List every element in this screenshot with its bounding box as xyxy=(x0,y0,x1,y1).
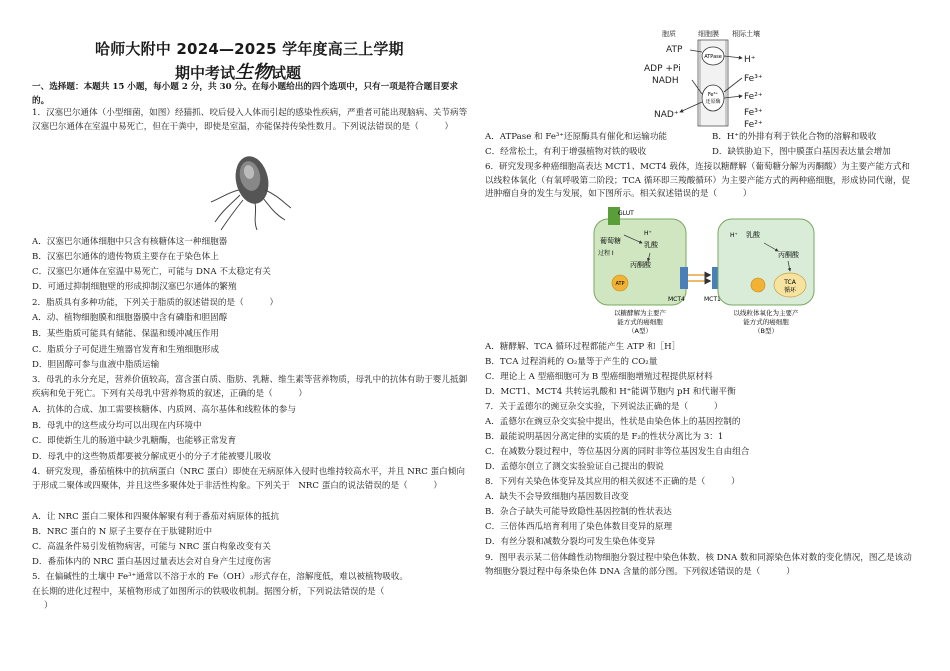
fig6-h-b: H⁺ xyxy=(730,232,738,239)
fig5-fe3-a: Fe³⁺ xyxy=(744,74,763,84)
fig6-cycle: 循环 xyxy=(783,287,797,294)
fig5-enzyme-label: 还原酶 xyxy=(705,99,721,105)
fig6-caption-a3: （A型） xyxy=(628,327,652,335)
q2-option-b: B．某些脂质可能具有储能、保温和缓冲减压作用 xyxy=(32,329,219,339)
title-prefix: 期中考试 xyxy=(175,64,236,82)
q8-option-c: C．三倍体西瓜培育利用了染色体数目变异的原理 xyxy=(485,522,673,532)
fig6-glut: GLUT xyxy=(618,210,634,217)
fig5-col-cytoplasm: 胞质 xyxy=(662,30,676,38)
fig6-pyruvate-a: 丙酮酸 xyxy=(630,261,651,269)
title-subject: 生物 xyxy=(235,62,272,83)
fig6-caption-a1: 以糖酵解为主要产 xyxy=(614,309,666,317)
q7-option-a: A．孟德尔在豌豆杂交实验中提出，性状是由染色体上的基因控制的 xyxy=(485,417,741,427)
fig5-nad: NAD⁺ xyxy=(654,110,679,120)
fig6-caption-a2: 能方式的癌细胞 xyxy=(617,318,663,326)
fig6-caption-b1: 以线粒体氧化为主要产 xyxy=(733,309,799,317)
fig5-atp: ATP xyxy=(666,45,683,55)
fig5-atpase: ATPase xyxy=(704,54,722,60)
q7-option-c: C．在减数分裂过程中，等位基因分离的同时非等位基因发生自由组合 xyxy=(485,447,750,457)
fig6-glucose: 葡萄糖 xyxy=(600,237,621,245)
q1-option-d: D．可通过抑制细胞壁的形成抑制汉塞巴尔通体的繁殖 xyxy=(32,282,237,292)
fig6-h-a: H⁺ xyxy=(644,230,652,237)
fig5-col-soil: 根际土壤 xyxy=(732,30,760,38)
fig6-mct1: MCT1 xyxy=(704,296,721,303)
fig5-fe3-b: Fe³⁺ xyxy=(744,108,763,118)
bacterium-figure xyxy=(205,150,295,232)
q2-option-a: A．动、植物细胞膜和细胞器膜中含有磷脂和胆固醇 xyxy=(32,313,228,323)
q6-option-d: D．MCT1、MCT4 共转运乳酸和 H⁺能调节胞内 pH 和代谢平衡 xyxy=(485,387,736,397)
q8-option-d: D．有丝分裂和减数分裂均可发生染色体变异 xyxy=(485,537,656,547)
q4-stem: 4．研究发现，番茄植株中的抗病蛋白（NRC 蛋白）即使在无病原体入侵时也维持较高水平，并且 NRC 蛋白倾向于形成二聚体或四聚体，并且这些多聚体处于非活性构象。下列关于 NRC 蛋白的说法错误的是（ ） xyxy=(32,467,465,491)
q5-option-d: D．缺铁胁迫下，图中膜蛋白基因表达量会增加 xyxy=(712,147,891,157)
q8-option-b: B．杂合子缺失可能导致隐性基因控制的性状表达 xyxy=(485,507,672,517)
iron-uptake-figure xyxy=(640,28,780,128)
fig5-col-membrane: 细胞膜 xyxy=(698,30,719,38)
q2-option-d: D．胆固醇可参与血液中脂质运输 xyxy=(32,360,160,370)
title-suffix: 试题 xyxy=(271,64,302,82)
q3-option-a: A．抗体的合成、加工需要核糖体、内质网、高尔基体和线粒体的参与 xyxy=(32,405,297,415)
mct4-transporter xyxy=(680,267,688,289)
atp-icon-b xyxy=(751,278,765,292)
section-heading: 一、选择题：本题共 15 小题，每小题 2 分，共 30 分。在每小题给出的四个选项中，只有一项是符合题目要求的。 xyxy=(32,82,458,106)
fig6-caption-b2: 能方式的癌细胞 xyxy=(743,318,789,326)
q4-option-c: C．高温条件易引发植物病害，可能与 NRC 蛋白构象改变有关 xyxy=(32,542,271,552)
cancer-metabolism-figure xyxy=(590,205,820,337)
q1-option-b: B．汉塞巴尔通体的遗传物质主要存在于染色体上 xyxy=(32,252,219,262)
q5-stem-line2: 在长期的进化过程中，某植物形成了如图所示的铁吸收机制。据图分析，下列说法错误的是（ xyxy=(32,587,385,597)
fig6-pyruvate-b: 丙酮酸 xyxy=(778,251,799,259)
fig6-mct4: MCT4 xyxy=(668,296,685,303)
q3-option-d: D．母乳中的这些物质都要被分解成更小的分子才能被婴儿吸收 xyxy=(32,452,271,462)
q6-option-b: B．TCA 过程消耗的 O₂量等于产生的 CO₂量 xyxy=(485,357,658,367)
fig5-fe2: Fe²⁺ xyxy=(744,92,763,102)
fig5-fe2-b: Fe²⁺ xyxy=(744,120,763,128)
q1-stem: 1．汉塞巴尔通体（小型细菌，如图）经猫抓、咬后侵入人体而引起的感染性疾病，严重者可能出现脑病、关节病等汉塞巴尔通体在室温中易死亡，但在干粪中，即使是室温，亦能保持传染性数月。下列说法错误的是（ ） xyxy=(32,108,468,132)
q4-option-a: A．让 NRC 蛋白二聚体和四聚体解聚有利于番茄对病原体的抵抗 xyxy=(32,512,280,522)
q1-option-c: C．汉塞巴尔通体在室温中易死亡，可能与 DNA 不太稳定有关 xyxy=(32,267,271,277)
fig6-lactate-a: 乳酸 xyxy=(644,241,658,249)
q5-option-a: A．ATPase 和 Fe³⁺还原酶具有催化和运输功能 xyxy=(485,132,668,142)
q8-option-a: A．缺失不会导致细胞内基因数目改变 xyxy=(485,492,629,502)
q2-option-c: C．脂质分子可促进生殖器官发育和生殖细胞形成 xyxy=(32,345,220,355)
bacterium-icon xyxy=(211,153,291,230)
q1-option-a: A．汉塞巴尔通体细胞中只含有核糖体这一种细胞器 xyxy=(32,237,228,247)
q9-stem: 9．图甲表示某二倍体雌性动物细胞分裂过程中染色体数、核 DNA 数和同源染色体对数的变化情况，图乙是该动物细胞分裂过程中每条染色体 DNA 含量的部分图。下列叙述错误的是（ ） xyxy=(485,553,912,577)
fig6-caption-b3: （B型） xyxy=(754,327,778,335)
fig6-atp: ATP xyxy=(615,281,625,287)
q8-stem: 8．下列有关染色体变异及其应用的相关叙述不正确的是（ ） xyxy=(485,477,740,487)
q4-option-b: B．NRC 蛋白的 N 原子主要存在于肽键附近中 xyxy=(32,527,213,537)
q5-option-b: B．H⁺的外排有利于铁化合物的溶解和吸收 xyxy=(712,132,877,142)
fig5-h: H⁺ xyxy=(744,55,756,65)
fig6-tca: TCA xyxy=(784,279,796,286)
q3-option-b: B．母乳中的这些成分均可以出现在内环境中 xyxy=(32,421,202,431)
fig5-nadh: NADH xyxy=(652,76,679,86)
q2-stem: 2．脂质具有多种功能，下列关于脂质的叙述错误的是（ ） xyxy=(32,298,279,308)
q5-stem-line3: ） xyxy=(44,601,53,611)
fig6-process: 过程 I xyxy=(598,250,614,257)
q7-option-d: D．孟德尔创立了测交实验验证自己提出的假说 xyxy=(485,462,664,472)
q6-option-a: A．糖酵解、TCA 循环过程都能产生 ATP 和［H］ xyxy=(485,342,681,352)
q3-option-c: C．即使新生儿的肠道中缺少乳糖酶，也能够正常发育 xyxy=(32,436,237,446)
exam-title-line1: 哈师大附中 2024—2025 学年度高三上学期 xyxy=(95,40,404,58)
q6-option-c: C．理论上 A 型癌细胞可为 B 型癌细胞增殖过程提供原材料 xyxy=(485,372,713,382)
fig6-lactate-b: 乳酸 xyxy=(746,231,760,239)
q4-option-d: D．番茄体内的 NRC 蛋白基因过量表达会对自身产生过度伤害 xyxy=(32,557,272,567)
q5-option-c: C．经常松土，有利于增强植物对铁的吸收 xyxy=(485,147,647,157)
q5-stem-line1: 5．在偏碱性的土壤中 Fe³⁺通常以不溶于水的 Fe（OH）₃形式存在，溶解度低，难以被植物吸收。 xyxy=(32,572,409,582)
fig5-enzyme-fe: Fe³⁺ xyxy=(707,92,719,98)
q7-option-b: B．最能说明基因分离定律的实质的是 F₂的性状分离比为 3：1 xyxy=(485,432,724,442)
fig5-adp: ADP +Pi xyxy=(644,64,681,74)
q3-stem: 3．母乳的永分充足，营养价值较高，富含蛋白质、脂肪、乳糖、维生素等营养物质，母乳中的抗体有助于婴儿抵御疾病和免于死亡。下列有关母乳中营养物质的叙述，正确的是（ ） xyxy=(32,375,468,399)
q6-stem: 6．研究发现多种癌细胞高表达 MCT1、MCT4 载体，连接以糖酵解（葡萄糖分解为丙酮酸）为主要产能方式和以线粒体氧化（有氧呼吸第二阶段；TCA 循环即三羧酸循环）为主要产能方式的两种癌细胞，形成协同代谢，促进肿瘤自身的发生与发展，如下图所示。相关叙述错误的是（ ） xyxy=(485,162,911,200)
q7-stem: 7．关于孟德尔的豌豆杂交实验，下列说法正确的是（ ） xyxy=(485,402,723,412)
